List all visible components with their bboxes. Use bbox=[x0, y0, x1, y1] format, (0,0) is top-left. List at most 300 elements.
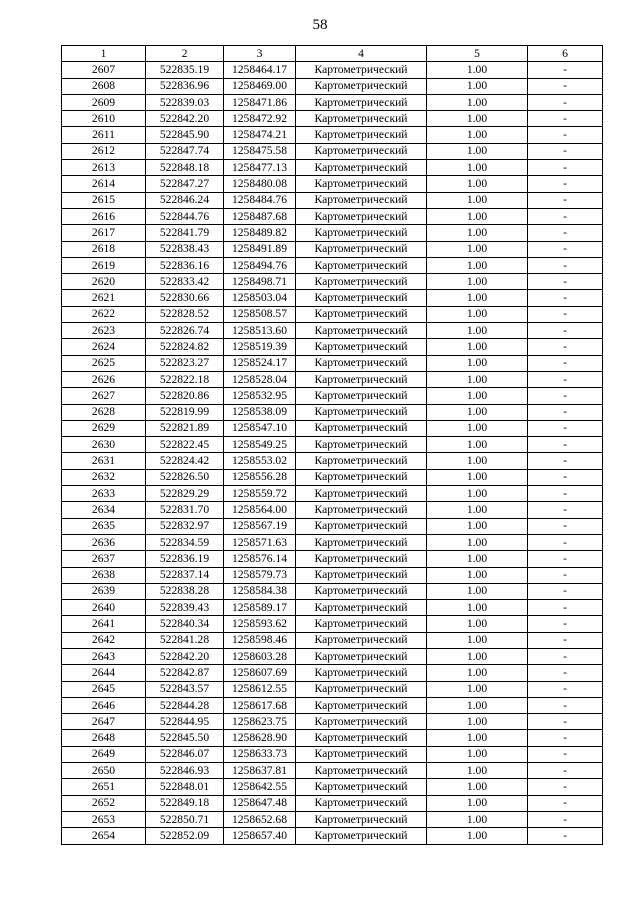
column-header: 1 bbox=[62, 46, 146, 62]
cell-x-coordinate: 522852.09 bbox=[146, 828, 224, 844]
table-row bbox=[62, 779, 603, 795]
cell-accuracy: 1.00 bbox=[427, 420, 528, 436]
cell-point-number: 2643 bbox=[62, 648, 146, 664]
table-row bbox=[62, 583, 603, 599]
cell-point-number: 2635 bbox=[62, 518, 146, 534]
cell-y-coordinate: 1258508.57 bbox=[224, 306, 296, 322]
cell-point-number: 2648 bbox=[62, 730, 146, 746]
cell-x-coordinate: 522836.19 bbox=[146, 551, 224, 567]
cell-note: - bbox=[528, 437, 603, 453]
cell-point-number: 2615 bbox=[62, 192, 146, 208]
table-row bbox=[62, 143, 603, 159]
cell-method: Картометрический bbox=[296, 648, 427, 664]
cell-x-coordinate: 522830.66 bbox=[146, 290, 224, 306]
cell-method: Картометрический bbox=[296, 453, 427, 469]
cell-x-coordinate: 522846.93 bbox=[146, 763, 224, 779]
cell-point-number: 2607 bbox=[62, 62, 146, 78]
cell-method: Картометрический bbox=[296, 469, 427, 485]
cell-y-coordinate: 1258556.28 bbox=[224, 469, 296, 485]
cell-accuracy: 1.00 bbox=[427, 763, 528, 779]
table-row bbox=[62, 339, 603, 355]
cell-note: - bbox=[528, 632, 603, 648]
cell-point-number: 2632 bbox=[62, 469, 146, 485]
cell-x-coordinate: 522842.87 bbox=[146, 665, 224, 681]
cell-method: Картометрический bbox=[296, 486, 427, 502]
cell-note: - bbox=[528, 534, 603, 550]
cell-point-number: 2634 bbox=[62, 502, 146, 518]
cell-point-number: 2618 bbox=[62, 241, 146, 257]
cell-y-coordinate: 1258567.19 bbox=[224, 518, 296, 534]
cell-accuracy: 1.00 bbox=[427, 225, 528, 241]
cell-method: Картометрический bbox=[296, 274, 427, 290]
cell-accuracy: 1.00 bbox=[427, 551, 528, 567]
cell-method: Картометрический bbox=[296, 62, 427, 78]
cell-method: Картометрический bbox=[296, 632, 427, 648]
table-body bbox=[62, 62, 603, 844]
cell-point-number: 2637 bbox=[62, 551, 146, 567]
cell-method: Картометрический bbox=[296, 388, 427, 404]
cell-y-coordinate: 1258612.55 bbox=[224, 681, 296, 697]
cell-y-coordinate: 1258647.48 bbox=[224, 795, 296, 811]
cell-accuracy: 1.00 bbox=[427, 208, 528, 224]
cell-note: - bbox=[528, 746, 603, 762]
cell-method: Картометрический bbox=[296, 811, 427, 827]
cell-y-coordinate: 1258589.17 bbox=[224, 600, 296, 616]
cell-y-coordinate: 1258633.73 bbox=[224, 746, 296, 762]
table-row bbox=[62, 208, 603, 224]
cell-note: - bbox=[528, 697, 603, 713]
cell-note: - bbox=[528, 453, 603, 469]
cell-x-coordinate: 522828.52 bbox=[146, 306, 224, 322]
cell-y-coordinate: 1258617.68 bbox=[224, 697, 296, 713]
table-row bbox=[62, 192, 603, 208]
cell-note: - bbox=[528, 502, 603, 518]
cell-method: Картометрический bbox=[296, 111, 427, 127]
cell-x-coordinate: 522820.86 bbox=[146, 388, 224, 404]
cell-x-coordinate: 522832.97 bbox=[146, 518, 224, 534]
table-row bbox=[62, 420, 603, 436]
cell-note: - bbox=[528, 274, 603, 290]
cell-point-number: 2640 bbox=[62, 600, 146, 616]
table-row bbox=[62, 111, 603, 127]
cell-point-number: 2646 bbox=[62, 697, 146, 713]
cell-point-number: 2611 bbox=[62, 127, 146, 143]
cell-accuracy: 1.00 bbox=[427, 388, 528, 404]
cell-y-coordinate: 1258628.90 bbox=[224, 730, 296, 746]
cell-method: Картометрический bbox=[296, 583, 427, 599]
table-header-row bbox=[62, 46, 603, 62]
cell-note: - bbox=[528, 795, 603, 811]
page-number: 58 bbox=[312, 17, 328, 33]
cell-x-coordinate: 522849.18 bbox=[146, 795, 224, 811]
cell-accuracy: 1.00 bbox=[427, 290, 528, 306]
table-row bbox=[62, 811, 603, 827]
cell-accuracy: 1.00 bbox=[427, 616, 528, 632]
cell-x-coordinate: 522835.19 bbox=[146, 62, 224, 78]
cell-point-number: 2626 bbox=[62, 371, 146, 387]
cell-accuracy: 1.00 bbox=[427, 648, 528, 664]
cell-x-coordinate: 522847.27 bbox=[146, 176, 224, 192]
cell-y-coordinate: 1258657.40 bbox=[224, 828, 296, 844]
table-row bbox=[62, 730, 603, 746]
table-row bbox=[62, 388, 603, 404]
cell-y-coordinate: 1258571.63 bbox=[224, 534, 296, 550]
cell-x-coordinate: 522839.43 bbox=[146, 600, 224, 616]
cell-x-coordinate: 522841.79 bbox=[146, 225, 224, 241]
cell-note: - bbox=[528, 551, 603, 567]
cell-note: - bbox=[528, 339, 603, 355]
cell-point-number: 2625 bbox=[62, 355, 146, 371]
coordinates-table bbox=[61, 45, 603, 845]
cell-accuracy: 1.00 bbox=[427, 665, 528, 681]
cell-note: - bbox=[528, 306, 603, 322]
cell-note: - bbox=[528, 78, 603, 94]
cell-x-coordinate: 522821.89 bbox=[146, 420, 224, 436]
cell-x-coordinate: 522848.18 bbox=[146, 160, 224, 176]
cell-point-number: 2624 bbox=[62, 339, 146, 355]
cell-y-coordinate: 1258564.00 bbox=[224, 502, 296, 518]
cell-y-coordinate: 1258652.68 bbox=[224, 811, 296, 827]
cell-x-coordinate: 522819.99 bbox=[146, 404, 224, 420]
cell-accuracy: 1.00 bbox=[427, 714, 528, 730]
cell-note: - bbox=[528, 469, 603, 485]
cell-note: - bbox=[528, 828, 603, 844]
cell-method: Картометрический bbox=[296, 714, 427, 730]
cell-y-coordinate: 1258498.71 bbox=[224, 274, 296, 290]
table-row bbox=[62, 502, 603, 518]
cell-method: Картометрический bbox=[296, 600, 427, 616]
cell-point-number: 2616 bbox=[62, 208, 146, 224]
cell-point-number: 2649 bbox=[62, 746, 146, 762]
cell-accuracy: 1.00 bbox=[427, 681, 528, 697]
table-row bbox=[62, 665, 603, 681]
cell-note: - bbox=[528, 518, 603, 534]
cell-accuracy: 1.00 bbox=[427, 437, 528, 453]
cell-note: - bbox=[528, 665, 603, 681]
cell-point-number: 2608 bbox=[62, 78, 146, 94]
cell-accuracy: 1.00 bbox=[427, 811, 528, 827]
cell-method: Картометрический bbox=[296, 306, 427, 322]
cell-accuracy: 1.00 bbox=[427, 78, 528, 94]
table-row bbox=[62, 160, 603, 176]
table-row bbox=[62, 551, 603, 567]
cell-method: Картометрический bbox=[296, 828, 427, 844]
cell-x-coordinate: 522846.24 bbox=[146, 192, 224, 208]
cell-note: - bbox=[528, 241, 603, 257]
cell-accuracy: 1.00 bbox=[427, 486, 528, 502]
table-row bbox=[62, 127, 603, 143]
cell-method: Картометрический bbox=[296, 127, 427, 143]
cell-note: - bbox=[528, 763, 603, 779]
cell-y-coordinate: 1258489.82 bbox=[224, 225, 296, 241]
cell-method: Картометрический bbox=[296, 779, 427, 795]
table-row bbox=[62, 225, 603, 241]
cell-method: Картометрический bbox=[296, 551, 427, 567]
table-row bbox=[62, 355, 603, 371]
cell-accuracy: 1.00 bbox=[427, 62, 528, 78]
table-row bbox=[62, 62, 603, 78]
cell-note: - bbox=[528, 290, 603, 306]
cell-accuracy: 1.00 bbox=[427, 779, 528, 795]
table-row bbox=[62, 795, 603, 811]
cell-accuracy: 1.00 bbox=[427, 111, 528, 127]
cell-point-number: 2636 bbox=[62, 534, 146, 550]
table-row bbox=[62, 241, 603, 257]
cell-method: Картометрический bbox=[296, 323, 427, 339]
cell-y-coordinate: 1258491.89 bbox=[224, 241, 296, 257]
cell-point-number: 2638 bbox=[62, 567, 146, 583]
table-row bbox=[62, 469, 603, 485]
cell-x-coordinate: 522833.42 bbox=[146, 274, 224, 290]
cell-x-coordinate: 522847.74 bbox=[146, 143, 224, 159]
cell-x-coordinate: 522834.59 bbox=[146, 534, 224, 550]
cell-accuracy: 1.00 bbox=[427, 502, 528, 518]
cell-accuracy: 1.00 bbox=[427, 176, 528, 192]
cell-note: - bbox=[528, 388, 603, 404]
cell-y-coordinate: 1258576.14 bbox=[224, 551, 296, 567]
column-header: 5 bbox=[427, 46, 528, 62]
cell-x-coordinate: 522826.74 bbox=[146, 323, 224, 339]
cell-accuracy: 1.00 bbox=[427, 534, 528, 550]
table-row bbox=[62, 600, 603, 616]
cell-method: Картометрический bbox=[296, 208, 427, 224]
cell-accuracy: 1.00 bbox=[427, 306, 528, 322]
cell-x-coordinate: 522845.90 bbox=[146, 127, 224, 143]
table-row bbox=[62, 371, 603, 387]
cell-point-number: 2650 bbox=[62, 763, 146, 779]
column-header: 4 bbox=[296, 46, 427, 62]
cell-note: - bbox=[528, 225, 603, 241]
cell-method: Картометрический bbox=[296, 192, 427, 208]
cell-note: - bbox=[528, 143, 603, 159]
cell-method: Картометрический bbox=[296, 143, 427, 159]
cell-y-coordinate: 1258547.10 bbox=[224, 420, 296, 436]
cell-method: Картометрический bbox=[296, 257, 427, 273]
cell-point-number: 2631 bbox=[62, 453, 146, 469]
cell-note: - bbox=[528, 176, 603, 192]
cell-accuracy: 1.00 bbox=[427, 518, 528, 534]
table-row bbox=[62, 453, 603, 469]
cell-point-number: 2621 bbox=[62, 290, 146, 306]
cell-point-number: 2645 bbox=[62, 681, 146, 697]
table-row bbox=[62, 437, 603, 453]
table-row bbox=[62, 681, 603, 697]
cell-note: - bbox=[528, 257, 603, 273]
cell-y-coordinate: 1258593.62 bbox=[224, 616, 296, 632]
cell-note: - bbox=[528, 208, 603, 224]
cell-note: - bbox=[528, 681, 603, 697]
cell-accuracy: 1.00 bbox=[427, 600, 528, 616]
table-row bbox=[62, 828, 603, 844]
cell-x-coordinate: 522838.28 bbox=[146, 583, 224, 599]
cell-note: - bbox=[528, 323, 603, 339]
cell-accuracy: 1.00 bbox=[427, 453, 528, 469]
cell-note: - bbox=[528, 583, 603, 599]
table-row bbox=[62, 257, 603, 273]
table-row bbox=[62, 567, 603, 583]
cell-accuracy: 1.00 bbox=[427, 746, 528, 762]
cell-note: - bbox=[528, 355, 603, 371]
table-row bbox=[62, 404, 603, 420]
cell-x-coordinate: 522843.57 bbox=[146, 681, 224, 697]
cell-accuracy: 1.00 bbox=[427, 143, 528, 159]
cell-note: - bbox=[528, 420, 603, 436]
cell-method: Картометрический bbox=[296, 616, 427, 632]
cell-point-number: 2629 bbox=[62, 420, 146, 436]
cell-x-coordinate: 522846.07 bbox=[146, 746, 224, 762]
cell-y-coordinate: 1258464.17 bbox=[224, 62, 296, 78]
cell-method: Картометрический bbox=[296, 665, 427, 681]
cell-method: Картометрический bbox=[296, 567, 427, 583]
cell-y-coordinate: 1258475.58 bbox=[224, 143, 296, 159]
table-row bbox=[62, 323, 603, 339]
table-row bbox=[62, 648, 603, 664]
table-row bbox=[62, 534, 603, 550]
cell-y-coordinate: 1258528.04 bbox=[224, 371, 296, 387]
cell-method: Картометрический bbox=[296, 518, 427, 534]
table-row bbox=[62, 78, 603, 94]
cell-y-coordinate: 1258538.09 bbox=[224, 404, 296, 420]
table-row bbox=[62, 176, 603, 192]
cell-accuracy: 1.00 bbox=[427, 795, 528, 811]
table-row bbox=[62, 274, 603, 290]
cell-y-coordinate: 1258494.76 bbox=[224, 257, 296, 273]
cell-note: - bbox=[528, 811, 603, 827]
cell-y-coordinate: 1258549.25 bbox=[224, 437, 296, 453]
cell-accuracy: 1.00 bbox=[427, 257, 528, 273]
cell-accuracy: 1.00 bbox=[427, 339, 528, 355]
cell-method: Картометрический bbox=[296, 355, 427, 371]
cell-accuracy: 1.00 bbox=[427, 160, 528, 176]
cell-x-coordinate: 522837.14 bbox=[146, 567, 224, 583]
cell-point-number: 2630 bbox=[62, 437, 146, 453]
cell-method: Картометрический bbox=[296, 339, 427, 355]
cell-method: Картометрический bbox=[296, 290, 427, 306]
cell-note: - bbox=[528, 567, 603, 583]
cell-y-coordinate: 1258584.38 bbox=[224, 583, 296, 599]
table-row bbox=[62, 697, 603, 713]
cell-x-coordinate: 522822.18 bbox=[146, 371, 224, 387]
cell-y-coordinate: 1258472.92 bbox=[224, 111, 296, 127]
cell-note: - bbox=[528, 779, 603, 795]
cell-x-coordinate: 522841.28 bbox=[146, 632, 224, 648]
cell-y-coordinate: 1258519.39 bbox=[224, 339, 296, 355]
cell-method: Картометрический bbox=[296, 225, 427, 241]
cell-method: Картометрический bbox=[296, 94, 427, 110]
cell-method: Картометрический bbox=[296, 697, 427, 713]
cell-point-number: 2620 bbox=[62, 274, 146, 290]
table-row bbox=[62, 486, 603, 502]
cell-note: - bbox=[528, 371, 603, 387]
cell-y-coordinate: 1258477.13 bbox=[224, 160, 296, 176]
cell-point-number: 2627 bbox=[62, 388, 146, 404]
cell-y-coordinate: 1258484.76 bbox=[224, 192, 296, 208]
cell-x-coordinate: 522844.76 bbox=[146, 208, 224, 224]
cell-accuracy: 1.00 bbox=[427, 730, 528, 746]
cell-x-coordinate: 522840.34 bbox=[146, 616, 224, 632]
cell-x-coordinate: 522839.03 bbox=[146, 94, 224, 110]
cell-method: Картометрический bbox=[296, 795, 427, 811]
cell-accuracy: 1.00 bbox=[427, 192, 528, 208]
cell-method: Картометрический bbox=[296, 437, 427, 453]
cell-point-number: 2609 bbox=[62, 94, 146, 110]
cell-x-coordinate: 522838.43 bbox=[146, 241, 224, 257]
cell-point-number: 2639 bbox=[62, 583, 146, 599]
cell-method: Картометрический bbox=[296, 371, 427, 387]
cell-accuracy: 1.00 bbox=[427, 94, 528, 110]
cell-accuracy: 1.00 bbox=[427, 404, 528, 420]
cell-x-coordinate: 522845.50 bbox=[146, 730, 224, 746]
cell-y-coordinate: 1258598.46 bbox=[224, 632, 296, 648]
cell-x-coordinate: 522848.01 bbox=[146, 779, 224, 795]
cell-x-coordinate: 522850.71 bbox=[146, 811, 224, 827]
cell-note: - bbox=[528, 486, 603, 502]
cell-y-coordinate: 1258559.72 bbox=[224, 486, 296, 502]
cell-point-number: 2641 bbox=[62, 616, 146, 632]
cell-x-coordinate: 522826.50 bbox=[146, 469, 224, 485]
cell-x-coordinate: 522823.27 bbox=[146, 355, 224, 371]
cell-y-coordinate: 1258513.60 bbox=[224, 323, 296, 339]
column-header: 6 bbox=[528, 46, 603, 62]
cell-note: - bbox=[528, 404, 603, 420]
cell-point-number: 2644 bbox=[62, 665, 146, 681]
cell-y-coordinate: 1258469.00 bbox=[224, 78, 296, 94]
cell-x-coordinate: 522842.20 bbox=[146, 648, 224, 664]
cell-y-coordinate: 1258471.86 bbox=[224, 94, 296, 110]
table-row bbox=[62, 518, 603, 534]
cell-x-coordinate: 522831.70 bbox=[146, 502, 224, 518]
cell-accuracy: 1.00 bbox=[427, 469, 528, 485]
cell-method: Картометрический bbox=[296, 681, 427, 697]
cell-point-number: 2617 bbox=[62, 225, 146, 241]
cell-x-coordinate: 522844.28 bbox=[146, 697, 224, 713]
cell-accuracy: 1.00 bbox=[427, 632, 528, 648]
cell-method: Картометрический bbox=[296, 78, 427, 94]
table-row bbox=[62, 306, 603, 322]
cell-point-number: 2610 bbox=[62, 111, 146, 127]
cell-y-coordinate: 1258474.21 bbox=[224, 127, 296, 143]
cell-point-number: 2652 bbox=[62, 795, 146, 811]
cell-y-coordinate: 1258532.95 bbox=[224, 388, 296, 404]
cell-point-number: 2642 bbox=[62, 632, 146, 648]
cell-point-number: 2653 bbox=[62, 811, 146, 827]
cell-y-coordinate: 1258623.75 bbox=[224, 714, 296, 730]
column-header: 2 bbox=[146, 46, 224, 62]
cell-note: - bbox=[528, 192, 603, 208]
cell-y-coordinate: 1258524.17 bbox=[224, 355, 296, 371]
cell-accuracy: 1.00 bbox=[427, 323, 528, 339]
cell-x-coordinate: 522829.29 bbox=[146, 486, 224, 502]
cell-accuracy: 1.00 bbox=[427, 567, 528, 583]
cell-x-coordinate: 522822.45 bbox=[146, 437, 224, 453]
cell-y-coordinate: 1258553.02 bbox=[224, 453, 296, 469]
cell-note: - bbox=[528, 648, 603, 664]
cell-x-coordinate: 522824.82 bbox=[146, 339, 224, 355]
cell-method: Картометрический bbox=[296, 160, 427, 176]
cell-method: Картометрический bbox=[296, 534, 427, 550]
cell-point-number: 2613 bbox=[62, 160, 146, 176]
cell-accuracy: 1.00 bbox=[427, 371, 528, 387]
cell-point-number: 2654 bbox=[62, 828, 146, 844]
cell-accuracy: 1.00 bbox=[427, 828, 528, 844]
cell-y-coordinate: 1258480.08 bbox=[224, 176, 296, 192]
table-row bbox=[62, 763, 603, 779]
cell-method: Картометрический bbox=[296, 404, 427, 420]
cell-point-number: 2647 bbox=[62, 714, 146, 730]
cell-method: Картометрический bbox=[296, 763, 427, 779]
cell-note: - bbox=[528, 94, 603, 110]
cell-note: - bbox=[528, 600, 603, 616]
